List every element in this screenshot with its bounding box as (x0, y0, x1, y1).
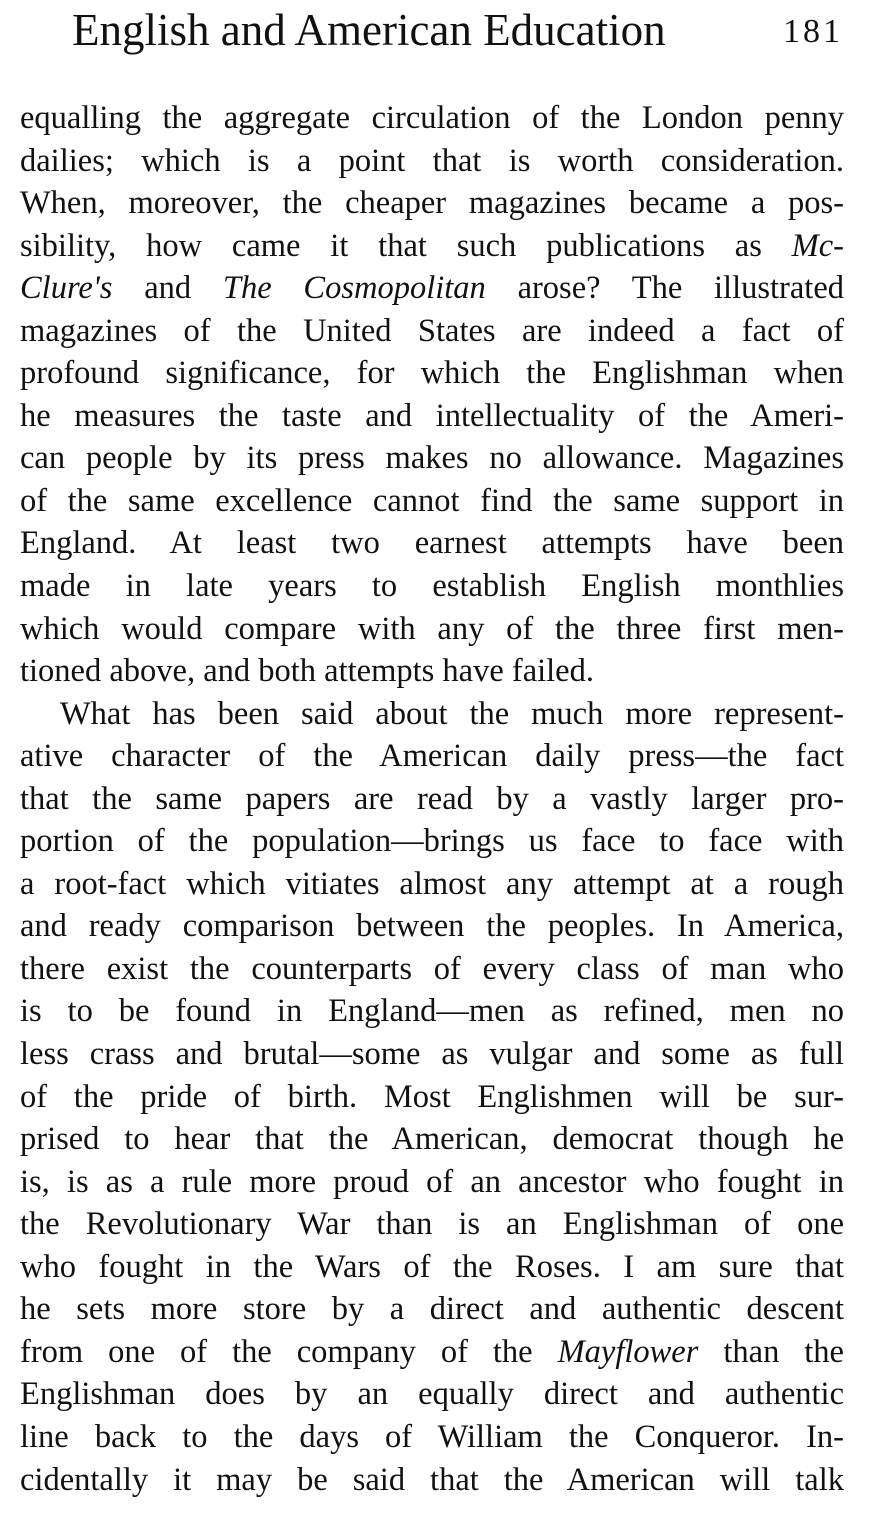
text-run: who fought in the Wars of the Roses. I am sure that (20, 1248, 844, 1285)
text-line (20, 97, 844, 140)
text-run: equalling the aggregate circulation of the London penny (20, 100, 844, 136)
text-line (20, 1033, 844, 1076)
text-run: tioned above, and both attempts have failed. (20, 653, 594, 690)
text-run: What has been said about the much more represent- (60, 695, 844, 732)
text-line (20, 480, 844, 523)
text-line (20, 820, 844, 863)
running-head: English and American Education (72, 5, 666, 55)
text-line (20, 1459, 844, 1502)
text-line (20, 1288, 844, 1331)
text-line (20, 1118, 844, 1161)
text-run: is to be found in England—men as refined, men no (20, 993, 844, 1030)
text-line (20, 608, 844, 651)
text-run: portion of the population—brings us face to face with (20, 823, 844, 860)
text-line (20, 267, 844, 310)
text-run: cidentally it may be said that the American will talk (20, 1461, 844, 1498)
text-line (20, 1076, 844, 1119)
text-run: When, moreover, the cheaper magazines became a pos- (20, 185, 844, 222)
text-run: line back to the days of William the Conqueror. In- (20, 1418, 844, 1455)
text-run: ative character of the American daily press—the fact (20, 738, 844, 775)
text-run: which would compare with any of the three first men- (20, 610, 844, 647)
text-run: of the same excellence cannot find the same support in (20, 482, 844, 519)
text-run: there exist the counterparts of every class of man who (20, 950, 844, 987)
text-line (20, 735, 844, 778)
italic-title: Mayflower (557, 1333, 699, 1370)
body-text (20, 97, 844, 1501)
text-run: magazines of the United States are indeed a fact of (20, 312, 844, 349)
text-run: from one of the company of the (20, 1333, 558, 1370)
text-line (20, 140, 844, 183)
text-line (20, 693, 844, 736)
text-line (20, 778, 844, 821)
text-line (20, 352, 844, 395)
text-run: made in late years to establish English monthlies (20, 568, 844, 605)
text-line (20, 225, 844, 268)
text-line (20, 650, 844, 693)
text-run: dailies; which is a point that is worth consideration. (20, 142, 844, 179)
text-line (20, 905, 844, 948)
text-run: the Revolutionary War than is an Englishman of one (20, 1206, 844, 1243)
text-run: England. At least two earnest attempts have been (20, 525, 844, 562)
text-run: he sets more store by a direct and authentic descent (20, 1291, 844, 1328)
text-line (20, 863, 844, 906)
page-header (72, 2, 843, 62)
text-run: can people by its press makes no allowance. Magazines (20, 440, 844, 477)
text-run: a root-fact which vitiates almost any attempt at a rough (20, 865, 844, 902)
text-run: Englishman does by an equally direct and authentic (20, 1376, 844, 1413)
text-line (20, 182, 844, 225)
text-run: he measures the taste and intellectuality of the Ameri- (20, 397, 844, 434)
text-line (20, 1331, 844, 1374)
text-run: and ready comparison between the peoples. In America, (20, 908, 844, 945)
text-line (20, 1373, 844, 1416)
text-line (20, 948, 844, 991)
text-line (20, 522, 844, 565)
text-run: prised to hear that the American, democrat though he (20, 1121, 844, 1158)
text-run: is, is as a rule more proud of an ancestor who fought in (20, 1163, 844, 1200)
text-line (20, 1161, 844, 1204)
text-run: than the (698, 1333, 844, 1370)
paragraph (20, 97, 844, 693)
italic-title: The Cosmopolitan (222, 270, 486, 307)
italic-title: Mc- (791, 227, 844, 264)
text-run: profound significance, for which the Englishman when (20, 355, 844, 392)
italic-title: Clure's (20, 270, 113, 307)
text-run: less crass and brutal—some as vulgar and some as full (20, 1036, 844, 1073)
text-run: sibility, how came it that such publications as (20, 227, 792, 264)
text-run: arose? The illustrated (485, 270, 844, 307)
text-line (20, 565, 844, 608)
paragraph (20, 693, 844, 1501)
text-line (20, 1203, 844, 1246)
text-line (20, 1416, 844, 1459)
text-line (20, 990, 844, 1033)
page-number: 181 (783, 13, 843, 50)
text-line (20, 1246, 844, 1289)
text-run: that the same papers are read by a vastly larger pro- (20, 780, 844, 817)
text-run: and (112, 270, 223, 307)
text-line (20, 395, 844, 438)
text-line (20, 310, 844, 353)
text-run: of the pride of birth. Most Englishmen will be sur- (20, 1078, 844, 1115)
text-line (20, 437, 844, 480)
